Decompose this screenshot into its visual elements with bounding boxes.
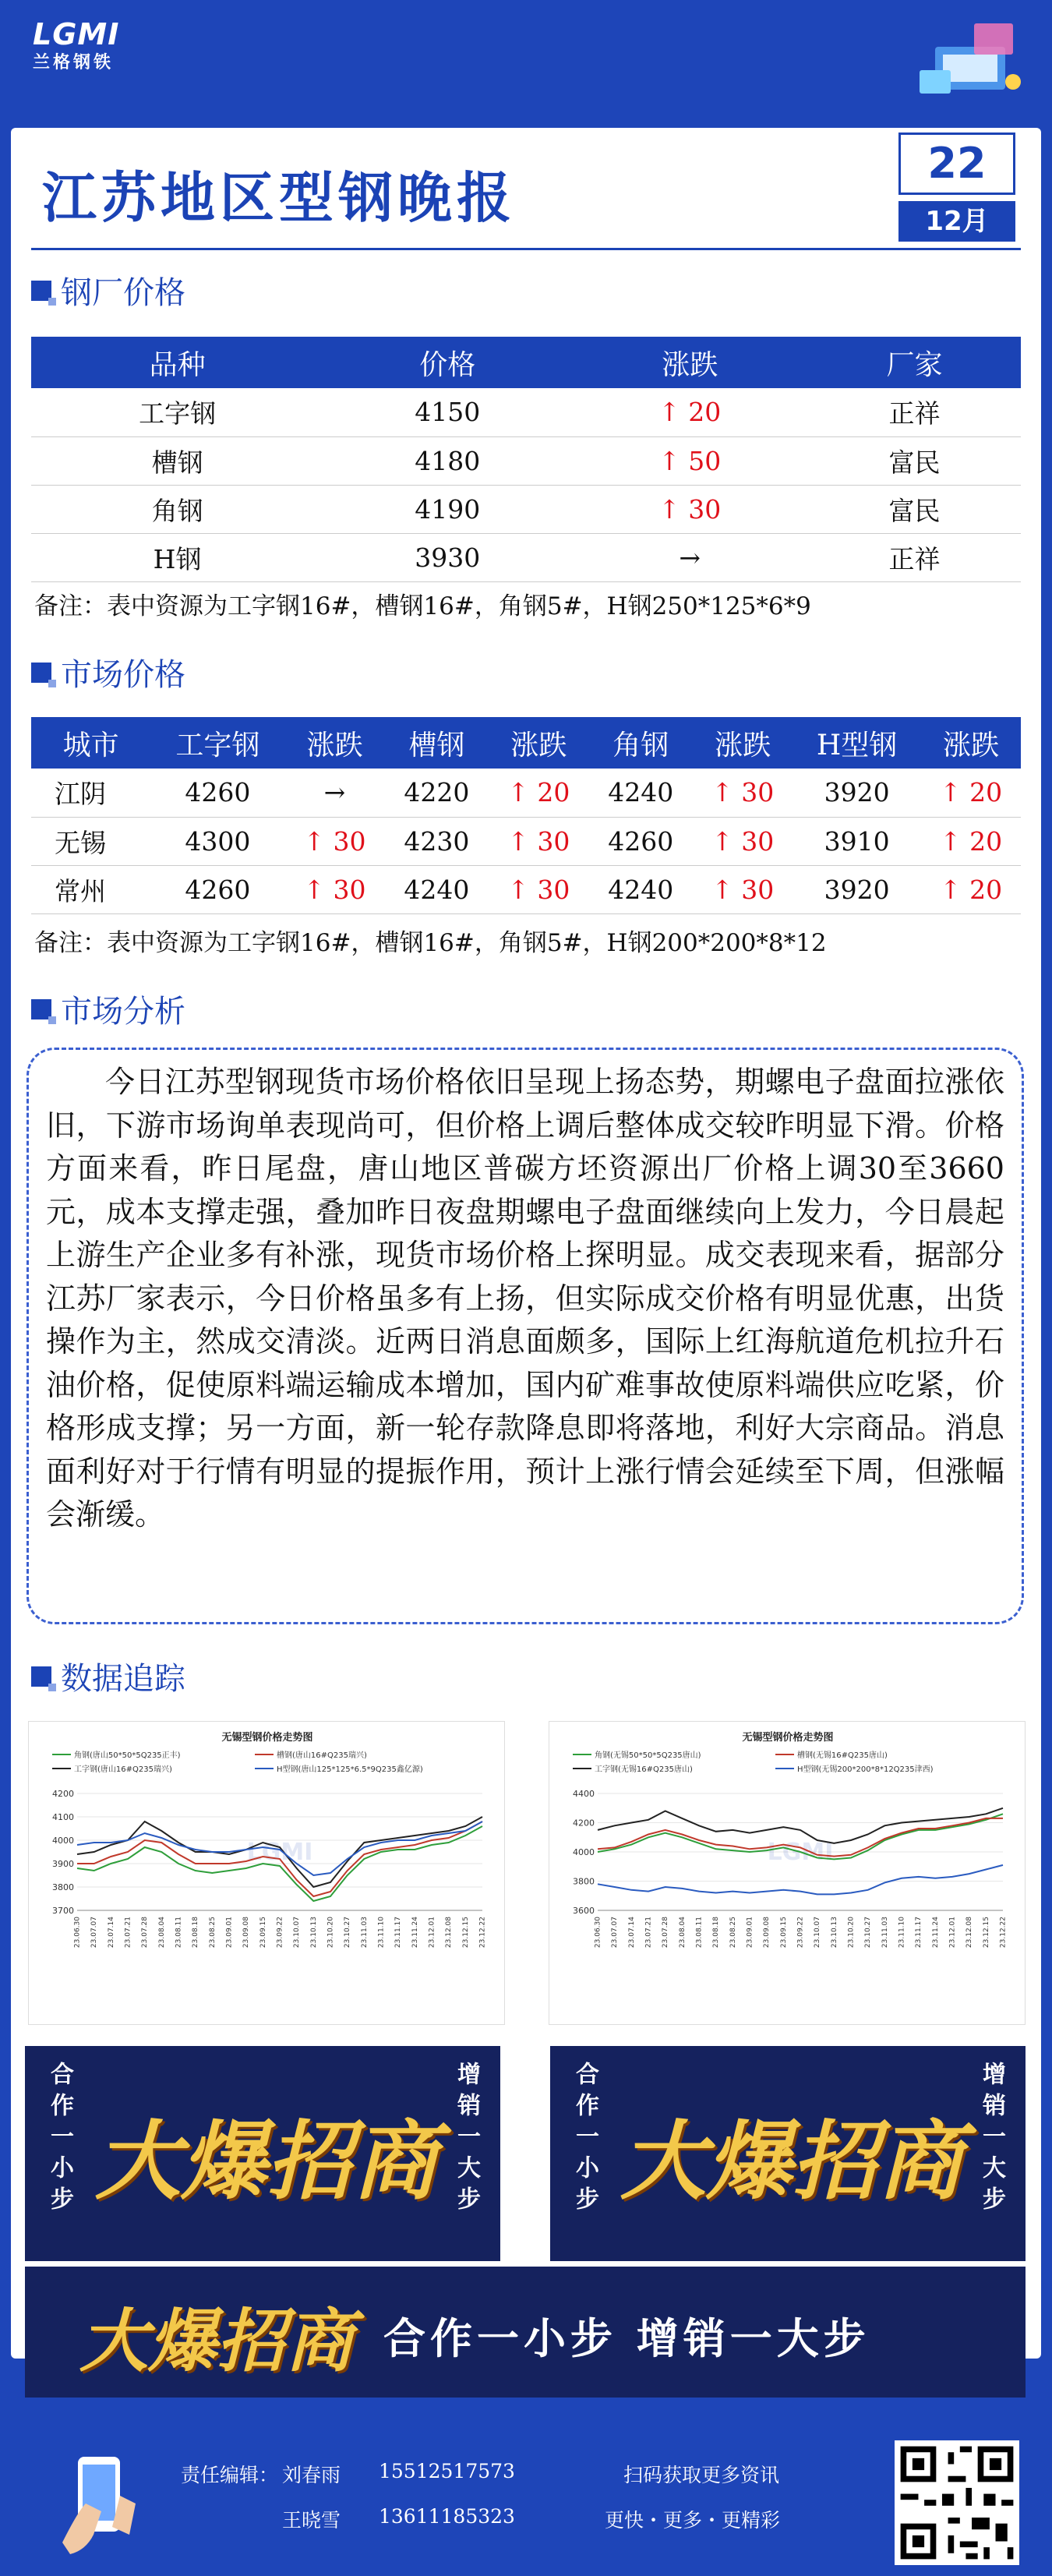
cell-change <box>489 769 588 817</box>
section-title: 钢厂价格 <box>61 275 185 311</box>
cell-price: 4240 <box>384 865 489 913</box>
x-tick-label: 23.09.08 <box>242 1917 251 1949</box>
x-tick-label: 23.10.27 <box>864 1917 873 1949</box>
cell-change <box>921 865 1021 913</box>
logo-text: LGMI <box>33 17 120 51</box>
market-price-table <box>31 717 1021 914</box>
editor-name-2: 王晓雪 <box>282 2509 341 2532</box>
section-title: 数据追踪 <box>61 1661 185 1697</box>
table-header: 涨跌 <box>921 717 1021 769</box>
cell-price: 4260 <box>150 865 284 913</box>
y-tick-label: 3700 <box>52 1906 74 1916</box>
x-tick-label: 23.08.18 <box>712 1917 721 1949</box>
x-tick-label: 23.10.27 <box>344 1917 352 1949</box>
up-arrow-icon: ↑ <box>939 874 970 905</box>
editor-phone-2: 13611185323 <box>379 2505 515 2528</box>
banner-main-text: 大爆招商 <box>79 2300 355 2381</box>
change-value: 20 <box>969 825 1003 857</box>
x-tick-label: 23.08.25 <box>208 1917 217 1949</box>
banner-left-text: 合作一小步 <box>571 2062 598 2217</box>
cell-price: 4190 <box>323 485 571 533</box>
up-arrow-icon: ↑ <box>303 825 334 857</box>
x-tick-label: 23.08.11 <box>175 1917 183 1949</box>
cell-price: 4260 <box>588 817 693 865</box>
x-tick-label: 23.06.30 <box>594 1917 602 1949</box>
watermark-logo-text: LGMI <box>246 1839 313 1866</box>
cell-price: 3920 <box>793 865 921 913</box>
table-row <box>31 436 1021 485</box>
x-tick-label: 23.12.15 <box>461 1917 470 1949</box>
x-tick-label: 23.10.07 <box>293 1917 302 1949</box>
table-header: 涨跌 <box>285 717 385 769</box>
y-tick-label: 4200 <box>52 1789 74 1799</box>
x-tick-label: 23.11.03 <box>881 1917 889 1949</box>
x-tick-label: 23.11.10 <box>377 1917 386 1949</box>
x-tick-label: 23.11.10 <box>898 1917 906 1949</box>
x-tick-label: 23.09.15 <box>259 1917 267 1949</box>
cell-city: 江阴 <box>31 769 150 817</box>
cell-price: 4220 <box>384 769 489 817</box>
banner-right-text: 增销一大步 <box>978 2062 1005 2217</box>
up-arrow-icon: ↑ <box>939 825 970 857</box>
cell-maker: 富民 <box>808 436 1021 485</box>
section-bullet-icon <box>31 999 51 1019</box>
cell-change <box>693 769 793 817</box>
y-tick-label: 3900 <box>52 1859 74 1869</box>
editor-name-1: 刘春雨 <box>282 2464 341 2486</box>
section-title: 市场价格 <box>61 657 185 693</box>
banner-left-text: 合作一小步 <box>46 2062 73 2217</box>
title-divider <box>31 248 1021 250</box>
chart-left <box>28 1721 505 2025</box>
series-line <box>598 1865 1003 1895</box>
y-tick-label: 3800 <box>573 1876 595 1887</box>
y-tick-label: 4000 <box>52 1836 74 1846</box>
header <box>0 0 1052 117</box>
cell-change <box>571 436 808 485</box>
x-tick-label: 23.12.08 <box>445 1917 454 1949</box>
change-value: 30 <box>537 825 570 857</box>
mill-table-note: 备注：表中资源为工字钢16#，槽钢16#，角钢5#，H钢250*125*6*9 <box>34 592 811 620</box>
ad-banner-left[interactable] <box>25 2046 500 2261</box>
cell-change <box>921 817 1021 865</box>
table-header: 城市 <box>31 717 150 769</box>
section-tracking <box>31 1654 185 1698</box>
cell-price: 4180 <box>323 436 571 485</box>
x-tick-label: 23.07.14 <box>627 1917 636 1949</box>
cell-maker: 正祥 <box>808 533 1021 581</box>
cell-price: 4240 <box>588 769 693 817</box>
cell-price: 4240 <box>588 865 693 913</box>
table-header: H型钢 <box>793 717 921 769</box>
x-tick-label: 23.12.08 <box>966 1917 974 1949</box>
x-tick-label: 23.07.07 <box>611 1917 620 1949</box>
table-header: 涨跌 <box>571 337 808 388</box>
x-tick-label: 23.11.24 <box>931 1917 940 1949</box>
cell-price: 3920 <box>793 769 921 817</box>
cell-maker: 正祥 <box>808 388 1021 436</box>
flat-arrow-icon: → <box>323 777 346 808</box>
up-arrow-icon: ↑ <box>507 825 538 857</box>
legend-label: 工字钢(无锡16#Q235唐山) <box>595 1765 693 1774</box>
tech-illustration-icon <box>920 16 1029 101</box>
section-mill-price <box>31 268 185 313</box>
cell-price: 4300 <box>150 817 284 865</box>
mill-price-table <box>31 337 1021 582</box>
up-arrow-icon: ↑ <box>507 874 538 905</box>
change-value: 50 <box>688 445 722 476</box>
x-tick-label: 23.07.28 <box>662 1917 670 1949</box>
cell-product: 工字钢 <box>31 388 323 436</box>
legend-label: 工字钢(唐山16#Q235瑞兴) <box>74 1765 172 1774</box>
cell-product: 槽钢 <box>31 436 323 485</box>
chart-right <box>549 1721 1026 2025</box>
editor-label: 责任编辑： <box>181 2464 279 2486</box>
table-header: 涨跌 <box>489 717 588 769</box>
table-header: 工字钢 <box>150 717 284 769</box>
tagline: 更快・更多・更精彩 <box>605 2509 781 2532</box>
x-tick-label: 23.09.01 <box>746 1917 754 1949</box>
up-arrow-icon: ↑ <box>507 777 538 808</box>
qr-code-icon <box>895 2440 1019 2565</box>
chart-right-svg <box>549 1722 1026 2026</box>
x-tick-label: 23.12.15 <box>982 1917 990 1949</box>
cell-price: 4260 <box>150 769 284 817</box>
x-tick-label: 23.11.17 <box>915 1917 923 1949</box>
legend-label: 槽钢(唐山16#Q235瑞兴) <box>277 1751 367 1760</box>
legend-label: 角钢(唐山50*50*5Q235正丰) <box>74 1751 181 1760</box>
chart-left-svg <box>29 1722 506 2026</box>
table-header: 价格 <box>323 337 571 388</box>
banner-main-text: 大爆招商 <box>620 2111 963 2211</box>
chart-title: 无锡型钢价格走势图 <box>742 1732 834 1744</box>
change-value: 30 <box>333 874 366 905</box>
banner-main-text: 大爆招商 <box>95 2111 438 2211</box>
x-tick-label: 23.08.11 <box>695 1917 704 1949</box>
y-tick-label: 3600 <box>573 1906 595 1916</box>
series-line <box>598 1814 1003 1859</box>
x-tick-label: 23.07.07 <box>90 1917 99 1949</box>
x-tick-label: 23.08.18 <box>192 1917 200 1949</box>
change-value: 30 <box>688 493 722 525</box>
legend-label: 槽钢(无锡16#Q235唐山) <box>797 1751 888 1760</box>
section-bullet-icon <box>31 663 51 683</box>
x-tick-label: 23.11.24 <box>411 1917 419 1949</box>
change-value: 30 <box>741 874 775 905</box>
y-tick-label: 4100 <box>52 1812 74 1822</box>
x-tick-label: 23.07.28 <box>141 1917 150 1949</box>
banner-slogan: 合作一小步 增销一大步 <box>383 2313 870 2363</box>
table-header: 品种 <box>31 337 323 388</box>
cell-change <box>489 865 588 913</box>
up-arrow-icon: ↑ <box>658 493 689 525</box>
watermark-logo-text: LGMI <box>767 1839 834 1866</box>
x-tick-label: 23.08.25 <box>729 1917 737 1949</box>
x-tick-label: 23.07.14 <box>107 1917 115 1949</box>
table-header: 角钢 <box>588 717 693 769</box>
up-arrow-icon: ↑ <box>658 445 689 476</box>
y-tick-label: 4400 <box>573 1789 595 1799</box>
legend-label: 角钢(无锡50*50*5Q235唐山) <box>595 1751 701 1760</box>
change-value: 30 <box>741 825 775 857</box>
qr-code[interactable] <box>895 2440 1019 2565</box>
date-month: 12月 <box>898 201 1015 242</box>
x-tick-label: 23.11.17 <box>394 1917 403 1949</box>
x-tick-label: 23.10.13 <box>830 1917 838 1949</box>
section-market-price <box>31 650 185 694</box>
scan-text: 扫码获取更多资讯 <box>623 2464 780 2486</box>
cell-price: 3910 <box>793 817 921 865</box>
x-tick-label: 23.10.13 <box>309 1917 318 1949</box>
x-tick-label: 23.12.22 <box>478 1917 487 1949</box>
x-tick-label: 23.12.22 <box>999 1917 1008 1949</box>
x-tick-label: 23.10.20 <box>847 1917 856 1949</box>
logo-cn: 兰格钢铁 <box>33 52 115 72</box>
up-arrow-icon: ↑ <box>711 874 742 905</box>
phone-hand-icon <box>55 2449 148 2558</box>
change-value: 20 <box>537 777 570 808</box>
cell-city: 无锡 <box>31 817 150 865</box>
table-header: 厂家 <box>808 337 1021 388</box>
chart-title: 无锡型钢价格走势图 <box>221 1732 313 1744</box>
cell-change <box>285 865 385 913</box>
change-value: 20 <box>969 777 1003 808</box>
change-value: 20 <box>969 874 1003 905</box>
table-header: 槽钢 <box>384 717 489 769</box>
cell-change <box>693 817 793 865</box>
x-tick-label: 23.10.20 <box>327 1917 335 1949</box>
up-arrow-icon: ↑ <box>711 777 742 808</box>
table-row <box>31 533 1021 581</box>
analysis-text: 今日江苏型钢现货市场价格依旧呈现上扬态势，期螺电子盘面拉涨依旧，下游市场询单表现尚可，但价格上调后整体成交较昨明显下滑。价格方面来看，昨日尾盘，唐山地区普碳方坯资源出厂价格上调30至3660元，成本支撑走强，叠加昨日夜盘期螺电子盘面继续向上发力，今日晨起上游生产企业多有补涨，现货市场价格上探明显。成交表现来看，据部分江苏厂家表示，今日价格虽多有上扬，但实际成交价格有明显优惠，出货操作为主，然成交清淡。近两日消息面颇多，国际上红海航道危机拉升石油价格，促使原料端运输成本增加，国内矿难事故使原料端供应吃紧，价格形成支撑；另一方面，新一轮存款降息即将落地，利好大宗商品。消息面利好对于行情有明显的提振作用，预计上涨行情会延续至下周，但涨幅会渐缓。 <box>26 1048 1024 1624</box>
cell-product: 角钢 <box>31 485 323 533</box>
x-tick-label: 23.10.07 <box>814 1917 822 1949</box>
up-arrow-icon: ↑ <box>303 874 334 905</box>
cell-product: H钢 <box>31 533 323 581</box>
date-badge <box>898 133 1015 242</box>
x-tick-label: 23.09.15 <box>779 1917 788 1949</box>
flat-arrow-icon: → <box>679 542 701 573</box>
x-tick-label: 23.09.22 <box>276 1917 284 1949</box>
section-bullet-icon <box>31 281 51 301</box>
cell-maker: 富民 <box>808 485 1021 533</box>
change-value: 30 <box>333 825 366 857</box>
change-value: 30 <box>537 874 570 905</box>
ad-banner-right[interactable] <box>550 2046 1026 2261</box>
y-tick-label: 4200 <box>573 1818 595 1829</box>
legend-label: H型钢(唐山125*125*6.5*9Q235鑫亿源) <box>277 1765 423 1774</box>
section-analysis <box>31 987 185 1031</box>
x-tick-label: 23.12.01 <box>428 1917 436 1949</box>
date-day: 22 <box>898 133 1015 195</box>
cell-change <box>285 817 385 865</box>
market-table-note: 备注：表中资源为工字钢16#，槽钢16#，角钢5#，H钢200*200*8*12 <box>34 929 827 957</box>
x-tick-label: 23.08.04 <box>678 1917 687 1949</box>
cell-change <box>571 533 808 581</box>
table-row <box>31 865 1021 913</box>
series-line <box>77 1822 482 1896</box>
cell-change <box>921 769 1021 817</box>
table-row <box>31 388 1021 436</box>
editor-phone-1: 15512517573 <box>379 2460 515 2482</box>
x-tick-label: 23.07.21 <box>644 1917 653 1949</box>
y-tick-label: 4000 <box>573 1847 595 1857</box>
cell-change <box>571 388 808 436</box>
table-row <box>31 817 1021 865</box>
cell-price: 4230 <box>384 817 489 865</box>
x-tick-label: 23.09.22 <box>796 1917 805 1949</box>
x-tick-label: 23.09.01 <box>225 1917 234 1949</box>
cell-change <box>285 769 385 817</box>
up-arrow-icon: ↑ <box>939 777 970 808</box>
table-row <box>31 769 1021 817</box>
table-row <box>31 485 1021 533</box>
cell-change <box>489 817 588 865</box>
legend-label: H型钢(无锡200*200*8*12Q235津西) <box>797 1765 934 1774</box>
banner-right-text: 增销一大步 <box>453 2062 480 2217</box>
x-tick-label: 23.07.21 <box>124 1917 132 1949</box>
y-tick-label: 3800 <box>52 1882 74 1892</box>
change-value: 30 <box>741 777 775 808</box>
x-tick-label: 23.06.30 <box>73 1917 82 1949</box>
change-value: 20 <box>688 397 722 428</box>
cell-change <box>571 485 808 533</box>
section-bullet-icon <box>31 1666 51 1687</box>
cell-city: 常州 <box>31 865 150 913</box>
brand-logo <box>33 17 157 72</box>
cell-price: 3930 <box>323 533 571 581</box>
page-title: 江苏地区型钢晚报 <box>42 165 516 230</box>
cell-change <box>693 865 793 913</box>
table-header: 涨跌 <box>693 717 793 769</box>
x-tick-label: 23.12.01 <box>948 1917 957 1949</box>
x-tick-label: 23.08.04 <box>157 1917 166 1949</box>
cell-price: 4150 <box>323 388 571 436</box>
section-title: 市场分析 <box>61 994 185 1030</box>
x-tick-label: 23.11.03 <box>360 1917 369 1949</box>
up-arrow-icon: ↑ <box>658 397 689 428</box>
x-tick-label: 23.09.08 <box>763 1917 771 1949</box>
up-arrow-icon: ↑ <box>711 825 742 857</box>
